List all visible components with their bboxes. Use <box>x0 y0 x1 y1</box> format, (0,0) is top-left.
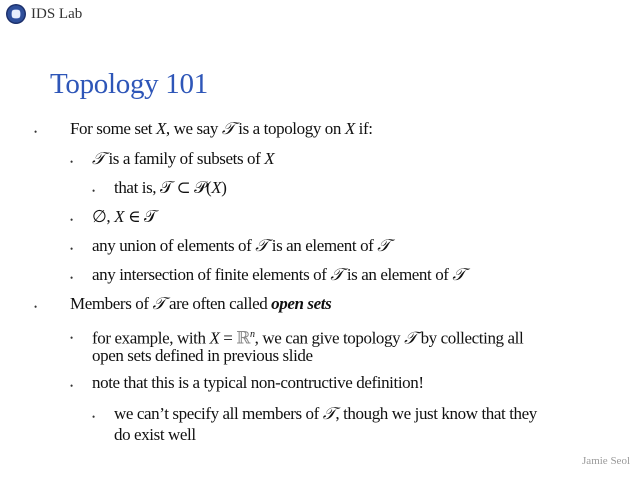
bullet-icon: • <box>70 215 74 225</box>
bullet-icon: • <box>70 244 74 254</box>
bullet-icon: • <box>34 127 38 137</box>
slide-header <box>6 4 82 24</box>
bullet-line-9: note that this is a typical non-contructive definition! <box>92 373 424 392</box>
lab-name: IDS Lab <box>31 5 83 22</box>
bullet-line-10: we can’t specify all members of 𝒯, though we just know that they <box>114 404 537 423</box>
bullet-icon: • <box>34 302 38 312</box>
bullet-line-6: any intersection of finite elements of 𝒯 is an element of 𝒯 <box>92 265 466 284</box>
bullet-icon: • <box>70 273 74 283</box>
bullet-icon: • <box>92 186 96 196</box>
bullet-line-8-continued: open sets defined in previous slide <box>92 346 313 365</box>
bullet-line-4: ∅, X ∈ 𝒯 <box>92 207 157 226</box>
bullet-icon: • <box>70 381 74 391</box>
bullet-line-1: For some set X, we say 𝒯 is a topology on X if: <box>70 119 373 138</box>
lab-logo-icon <box>6 4 26 24</box>
slide-footer-author: Jamie Seol <box>582 455 630 467</box>
slide-title: Topology 101 <box>50 68 208 100</box>
bullet-line-2: 𝒯 is a family of subsets of X <box>92 149 275 168</box>
bullet-line-10-continued: do exist well <box>114 425 196 444</box>
bullet-line-8: for example, with X = ℝ$^n$, we can give topology 𝒯 by collecting all <box>92 328 524 348</box>
bullet-line-5: any union of elements of 𝒯 is an element of 𝒯 <box>92 236 390 255</box>
bullet-icon: • <box>70 333 74 343</box>
bullet-line-3: that is, 𝒯 ⊂ 𝒫(X) <box>114 178 227 197</box>
bullet-icon: • <box>92 412 96 422</box>
bullet-icon: • <box>70 157 74 167</box>
bullet-line-7: Members of 𝒯 are often called open sets <box>70 294 332 313</box>
